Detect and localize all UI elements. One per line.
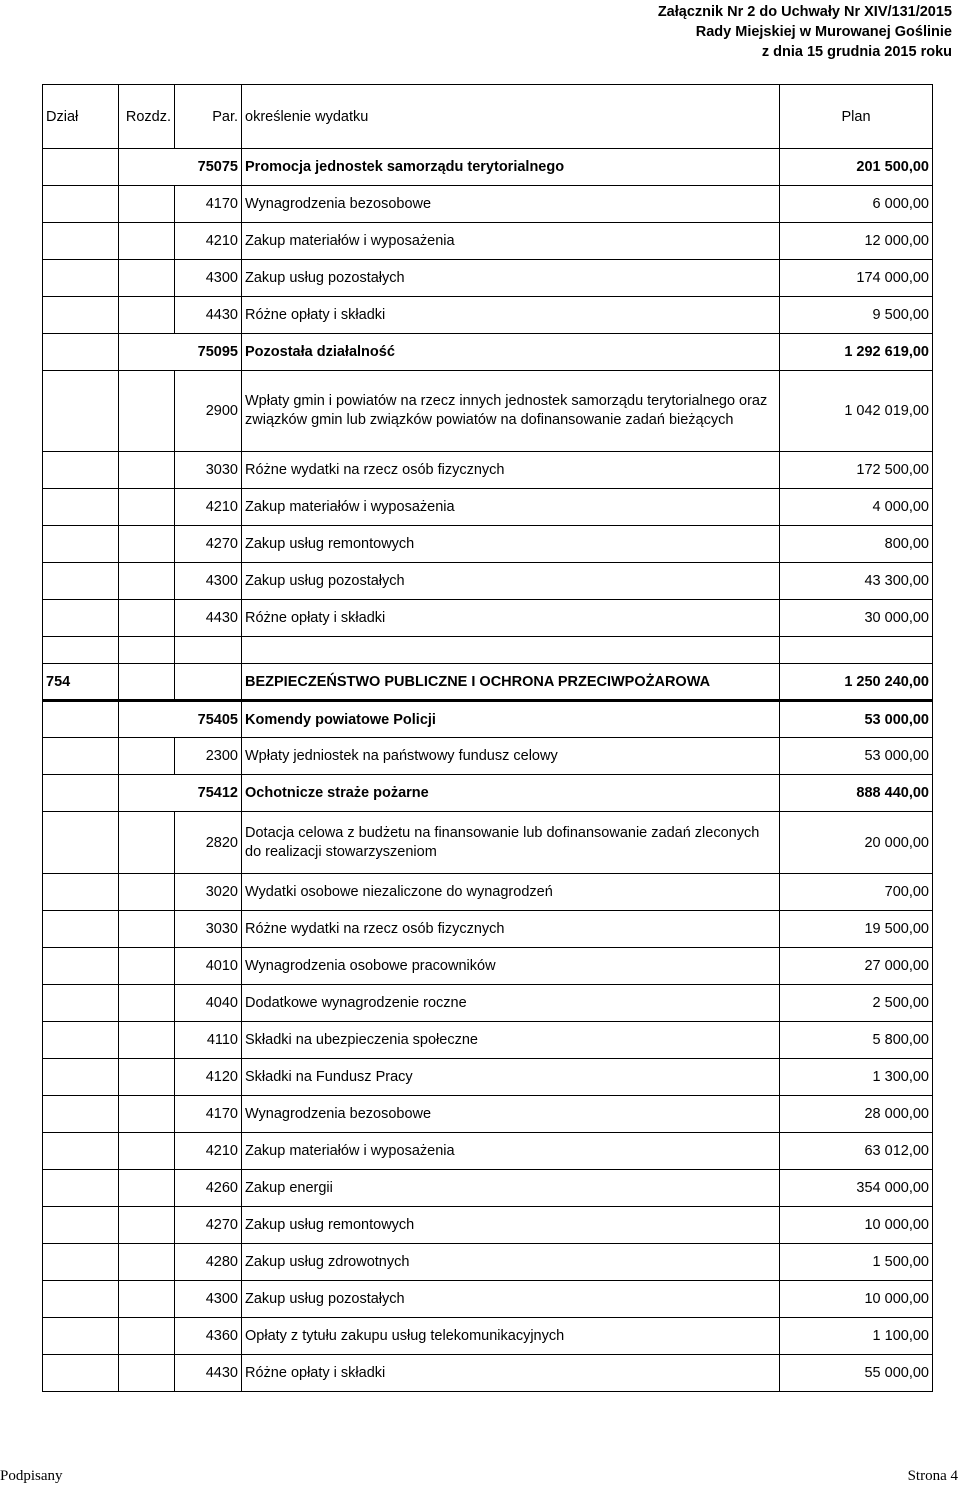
footer-page-number: Strona 4	[907, 1468, 958, 1484]
table-row: 2820 Dotacja celowa z budżetu na finansowanie lub dofinansowanie zadań zleconych do realizacji stowarzyszeniom 20 000,00	[43, 812, 933, 874]
header-par: Par.	[175, 85, 242, 149]
table-row: 4170 Wynagrodzenia bezosobowe 28 000,00	[43, 1096, 933, 1133]
table-row: 4260 Zakup energii 354 000,00	[43, 1170, 933, 1207]
header-plan: Plan	[780, 85, 933, 149]
header-dzial: Dział	[43, 85, 119, 149]
table-row: 75075 Promocja jednostek samorządu terytorialnego 201 500,00	[43, 149, 933, 186]
table-row: 75405 Komendy powiatowe Policji 53 000,00	[43, 701, 933, 738]
table-row: 3030 Różne wydatki na rzecz osób fizycznych 172 500,00	[43, 452, 933, 489]
table-row: 754 BEZPIECZEŃSTWO PUBLICZNE I OCHRONA PRZECIWPOŻAROWA 1 250 240,00	[43, 664, 933, 701]
table-row: 4430 Różne opłaty i składki 55 000,00	[43, 1355, 933, 1392]
table-row: 4270 Zakup usług remontowych 10 000,00	[43, 1207, 933, 1244]
table-row: 4360 Opłaty z tytułu zakupu usług telekomunikacyjnych 1 100,00	[43, 1318, 933, 1355]
table-row: 4430 Różne opłaty i składki 9 500,00	[43, 297, 933, 334]
header-line-3: z dnia 15 grudnia 2015 roku	[761, 44, 952, 60]
budget-table	[42, 84, 933, 1392]
table-row: 75095 Pozostała działalność 1 292 619,00	[43, 334, 933, 371]
table-row: 4210 Zakup materiałów i wyposażenia 4 000,00	[43, 489, 933, 526]
table-row: 4170 Wynagrodzenia bezosobowe 6 000,00	[43, 186, 933, 223]
table-row: 4270 Zakup usług remontowych 800,00	[43, 526, 933, 563]
header-rozdz: Rozdz.	[119, 85, 175, 149]
table-row: 2900 Wpłaty gmin i powiatów na rzecz innych jednostek samorządu terytorialnego oraz związków gmin lub związków powiatów na dofinansowanie zadań bieżących 1 042 019,00	[43, 371, 933, 452]
header-opis: określenie wydatku	[242, 85, 780, 149]
table-row: 4430 Różne opłaty i składki 30 000,00	[43, 600, 933, 637]
table-row: 4210 Zakup materiałów i wyposażenia 12 000,00	[43, 223, 933, 260]
table-row: 4210 Zakup materiałów i wyposażenia 63 012,00	[43, 1133, 933, 1170]
table-row: 4300 Zakup usług pozostałych 43 300,00	[43, 563, 933, 600]
table-row: 3020 Wydatki osobowe niezaliczone do wynagrodzeń 700,00	[43, 874, 933, 911]
header-line-2: Rady Miejskiej w Murowanej Goślinie	[695, 24, 952, 40]
table-row: 4110 Składki na ubezpieczenia społeczne 5 800,00	[43, 1022, 933, 1059]
table-row: 3030 Różne wydatki na rzecz osób fizycznych 19 500,00	[43, 911, 933, 948]
table-row: 4300 Zakup usług pozostałych 10 000,00	[43, 1281, 933, 1318]
table-row: 4280 Zakup usług zdrowotnych 1 500,00	[43, 1244, 933, 1281]
table-row: 4300 Zakup usług pozostałych 174 000,00	[43, 260, 933, 297]
spacer-row	[43, 637, 933, 664]
document-header	[658, 2, 952, 62]
table-row: 4120 Składki na Fundusz Pracy 1 300,00	[43, 1059, 933, 1096]
table-row: 4040 Dodatkowe wynagrodzenie roczne 2 500,00	[43, 985, 933, 1022]
table-header-row	[43, 85, 933, 149]
header-line-1: Załącznik Nr 2 do Uchwały Nr XIV/131/2015	[657, 4, 952, 20]
table-row: 75412 Ochotnicze straże pożarne 888 440,00	[43, 775, 933, 812]
footer-signed: Podpisany	[0, 1468, 63, 1484]
table-row: 4010 Wynagrodzenia osobowe pracowników 27 000,00	[43, 948, 933, 985]
table-row: 2300 Wpłaty jedniostek na państwowy fundusz celowy 53 000,00	[43, 738, 933, 775]
